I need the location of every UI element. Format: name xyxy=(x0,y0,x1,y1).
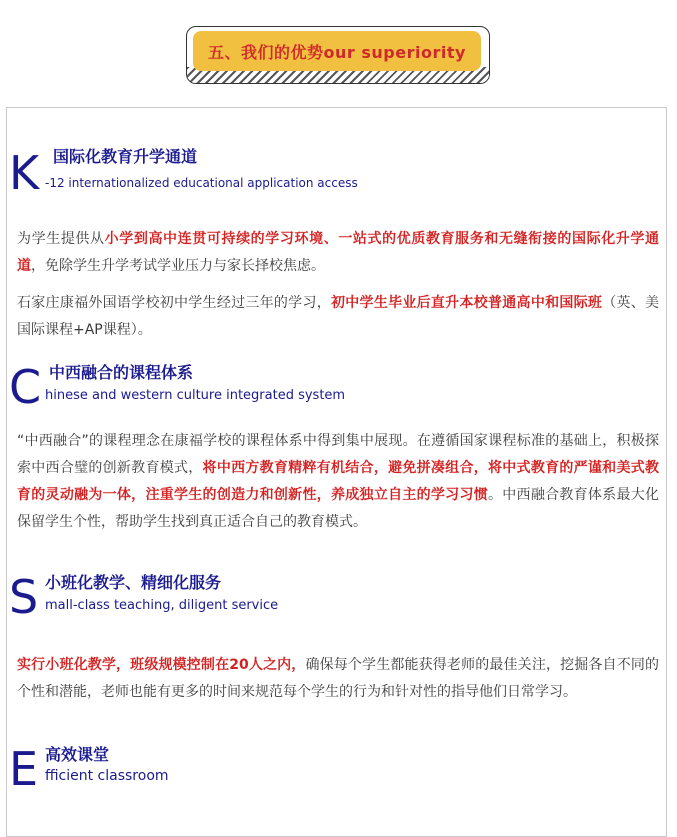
advantages-content xyxy=(6,107,667,837)
section-heading-k12 xyxy=(9,146,649,202)
initial-letter: K xyxy=(9,146,40,200)
heading-en: -12 internationalized educational application access xyxy=(45,176,358,190)
paragraph: “中西融合”的课程理念在康福学校的课程体系中得到集中展现。在遵循国家课程标准的基础上，积极探索中西合璧的创新教育模式，将中西方教育精粹有机结合，避免拼凑组合，将中式教育的严谨和美式教育的灵动融为一体，注重学生的创造力和创新性，养成独立自主的学习习惯。中西融合教育体系最大化保留学生个性，帮助学生找到真正适合自己的教育模式。 xyxy=(17,433,659,530)
paragraph: 为学生提供从小学到高中连贯可持续的学习环境、一站式的优质教育服务和无缝衔接的国际化升学通道，免除学生升学考试学业压力与家长择校焦虑。 xyxy=(17,231,660,274)
initial-letter: E xyxy=(9,742,39,796)
section-heading-curriculum xyxy=(9,360,649,416)
heading-cn: 国际化教育升学通道 xyxy=(53,147,198,166)
heading-cn: 小班化教学、精细化服务 xyxy=(45,573,222,592)
paragraph: 实行小班化教学，班级规模控制在20人之内，确保每个学生都能获得老师的最佳关注，挖掘各自不同的个性和潜能，老师也能有更多的时间来规范每个学生的行为和针对性的指导他们日常学习。 xyxy=(17,657,660,700)
initial-letter: C xyxy=(9,360,42,414)
section-heading-small-class xyxy=(9,570,649,626)
heading-cn: 高效课堂 xyxy=(45,745,110,764)
section-header-badge xyxy=(186,26,490,84)
heading-en: hinese and western culture integrated system xyxy=(45,388,346,403)
heading-en: mall-class teaching, diligent service xyxy=(45,598,279,613)
paragraph: 石家庄康福外国语学校初中学生经过三年的学习，初中学生毕业后直升本校普通高中和国际班（英、美国际课程+AP课程）。 xyxy=(17,295,660,338)
section-heading-efficient xyxy=(9,742,649,798)
heading-cn: 中西融合的课程体系 xyxy=(49,363,194,382)
section-title: 五、我们的优势our superiority xyxy=(193,31,481,71)
initial-letter: S xyxy=(9,570,39,624)
heading-en: fficient classroom xyxy=(45,768,169,784)
